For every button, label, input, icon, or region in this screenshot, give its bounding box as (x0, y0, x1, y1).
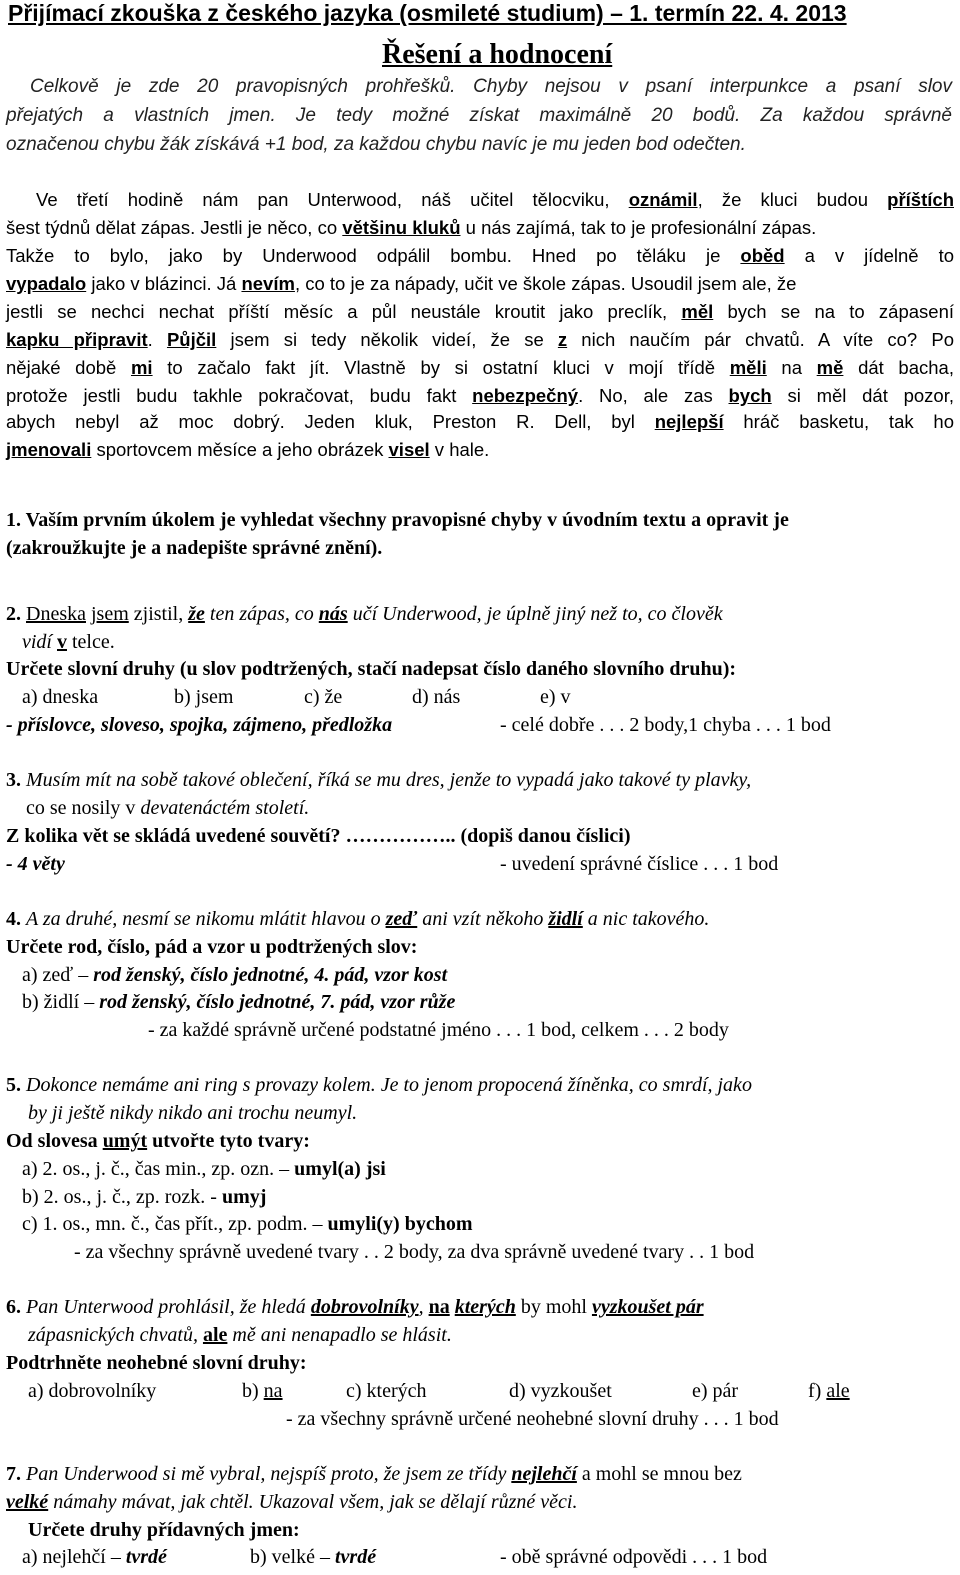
dictation-line: jmenovali sportovcem měsíce a jeho obrázek visel v hale. (6, 439, 490, 460)
question-3-score: - uvedení správné číslice . . . 1 bod (500, 853, 779, 875)
dictation-line: Takže to bylo, jako by Underwood odpálil bombu. Hned po těláku je oběd a v jídelně to (6, 245, 954, 266)
intro-line: Celkově je zde 20 pravopisných prohřešků. Chyby nejsou v psaní interpunkce a psaní slov (30, 76, 952, 97)
question-5-answer-b: b) 2. os., j. č., zp. rozk. - umyj (22, 1186, 267, 1208)
question-6-option: b) na (242, 1380, 283, 1402)
question-3-answer: - 4 věty (6, 853, 65, 875)
question-7-task: Určete druhy přídavných jmen: (28, 1519, 300, 1541)
question-7-answer-a: a) nejlehčí – tvrdé (22, 1546, 167, 1568)
question-7-sentence: velké námahy mávat, jak chtěl. Ukazoval všem, jak se dělají různé věci. (6, 1491, 578, 1513)
question-5-score: - za všechny správně uvedené tvary . . 2 body, za dva správně uvedené tvary . . 1 bod (74, 1241, 755, 1263)
question-1-text: 1. Vaším prvním úkolem je vyhledat všechny pravopisné chyby v úvodním textu a opravit je (6, 509, 789, 531)
question-6-option: d) vyzkoušet (509, 1380, 612, 1402)
question-6-sentence: zápasnických chvatů, ale mě ani nenapadlo se hlásit. (28, 1324, 452, 1346)
question-3-task: Z kolika vět se skládá uvedené souvětí? …………….. (dopiš danou číslici) (6, 825, 631, 847)
question-6-task: Podtrhněte neohebné slovní druhy: (6, 1352, 307, 1374)
dictation-line: jestli se nechci nechat příští měsíc a půl neustále kroutit jako preclík, měl bych se na to zápasení (6, 301, 955, 322)
question-2-option: b) jsem (174, 686, 234, 708)
document-subtitle: Řešení a hodnocení (382, 39, 613, 70)
question-2-score: - celé dobře . . . 2 body,1 chyba . . . 1 bod (500, 714, 831, 736)
question-2-option: a) dneska (22, 686, 99, 708)
question-6-option: e) pár (692, 1380, 739, 1402)
question-5-answer-c: c) 1. os., mn. č., čas přít., zp. podm. – umyli(y) bychom (22, 1213, 473, 1235)
question-7-sentence: 7. Pan Underwood si mě vybral, nejspíš proto, že jsem ze třídy nejlehčí a mohl se mnou bez (6, 1463, 742, 1485)
question-7-answer-b: b) velké – tvrdé (250, 1546, 377, 1568)
question-6-score: - za všechny správně určené neohebné slovní druhy . . . 1 bod (286, 1408, 779, 1430)
question-3-sentence: co se nosily v devatenáctém století. (26, 797, 310, 819)
question-4-task: Určete rod, číslo, pád a vzor u podtržených slov: (6, 936, 418, 958)
dictation-line: protože jestli budu takhle pokračovat, budu fakt nebezpečný. No, ale zas bych si měl dát pozor, (6, 385, 955, 406)
question-7-score: - obě správné odpovědi . . . 1 bod (500, 1546, 768, 1568)
dictation-line: nějaké době mi to začalo fakt jít. Vlastně by si ostatní kluci v mojí třídě měli na mě dát bacha, (6, 357, 954, 378)
dictation-line: kapku připravit. Půjčil jsem si tedy několik videí, že se z nich naučím pár chvatů. A víte co? Po (6, 329, 954, 350)
intro-line: přejatých a vlastních jmen. Je tedy možné získat maximálně 20 bodů. Za každou správně (6, 105, 952, 126)
question-2-option: c) že (304, 686, 343, 708)
question-2-option: e) v (540, 686, 571, 708)
question-6-option: a) dobrovolníky (28, 1380, 157, 1402)
question-5-answer-a: a) 2. os., j. č., čas min., zp. ozn. – umyl(a) jsi (22, 1158, 386, 1180)
question-4-sentence: 4. A za druhé, nesmí se nikomu mlátit hlavou o zeď ani vzít někoho židlí a nic takového. (6, 908, 710, 930)
question-6-option: c) kterých (346, 1380, 427, 1402)
question-6-option: f) ale (808, 1380, 850, 1402)
question-2-answer: - příslovce, sloveso, spojka, zájmeno, předložka (6, 714, 393, 736)
dictation-line: vypadalo jako v blázinci. Já nevím, co to je za nápady, učit ve škole zápas. Usoudil jsem ale, že (6, 273, 797, 294)
question-1-text: (zakroužkujte je a nadepište správné znění). (6, 537, 383, 559)
question-3-sentence: 3. Musím mít na sobě takové oblečení, říká se mu dres, jenže to vypadá jako takové ty plavky, (6, 769, 752, 791)
question-6-sentence: 6. Pan Unterwood prohlásil, že hledá dobrovolníky, na kterých by mohl vyzkoušet pár (6, 1296, 704, 1318)
question-5-task: Od slovesa umýt utvořte tyto tvary: (6, 1130, 310, 1152)
dictation-line: Ve třetí hodině nám pan Unterwood, náš učitel tělocviku, oznámil, že kluci budou příštích (36, 189, 954, 210)
question-2-sentence: vidí v telce. (22, 631, 115, 653)
question-2-option: d) nás (412, 686, 461, 708)
question-2-task: Určete slovní druhy (u slov podtržených, stačí nadepsat číslo daného slovního druhu): (6, 658, 737, 680)
question-4-score: - za každé správně určené podstatné jméno . . . 1 bod, celkem . . . 2 body (148, 1019, 729, 1041)
question-4-answer-a: a) zeď – rod ženský, číslo jednotné, 4. pád, vzor kost (22, 964, 448, 986)
intro-line: označenou chybu žák získává +1 bod, za každou chybu navíc je mu jeden bod odečten. (6, 134, 746, 155)
question-4-answer-b: b) židlí – rod ženský, číslo jednotné, 7. pád, vzor růže (22, 991, 456, 1013)
question-5-sentence: by ji ještě nikdy nikdo ani trochu neumyl. (28, 1102, 358, 1124)
dictation-line: šest týdnů dělat zápas. Jestli je něco, co většinu kluků u nás zajímá, tak to je profesionální zápas. (6, 217, 817, 238)
question-2-sentence: 2. Dneska jsem zjistil, že ten zápas, co nás učí Underwood, je úplně jiný než to, co člověk (6, 603, 723, 625)
dictation-line: abych nebyl až moc dobrý. Jeden kluk, Preston R. Dell, byl nejlepší hráč basketu, tak ho (6, 411, 954, 432)
document-title: Přijímací zkouška z českého jazyka (osmileté studium) – 1. termín 22. 4. 2013 (8, 0, 847, 26)
question-5-sentence: 5. Dokonce nemáme ani ring s provazy kolem. Je to jenom propocená žíněnka, co smrdí, jako (6, 1074, 752, 1096)
